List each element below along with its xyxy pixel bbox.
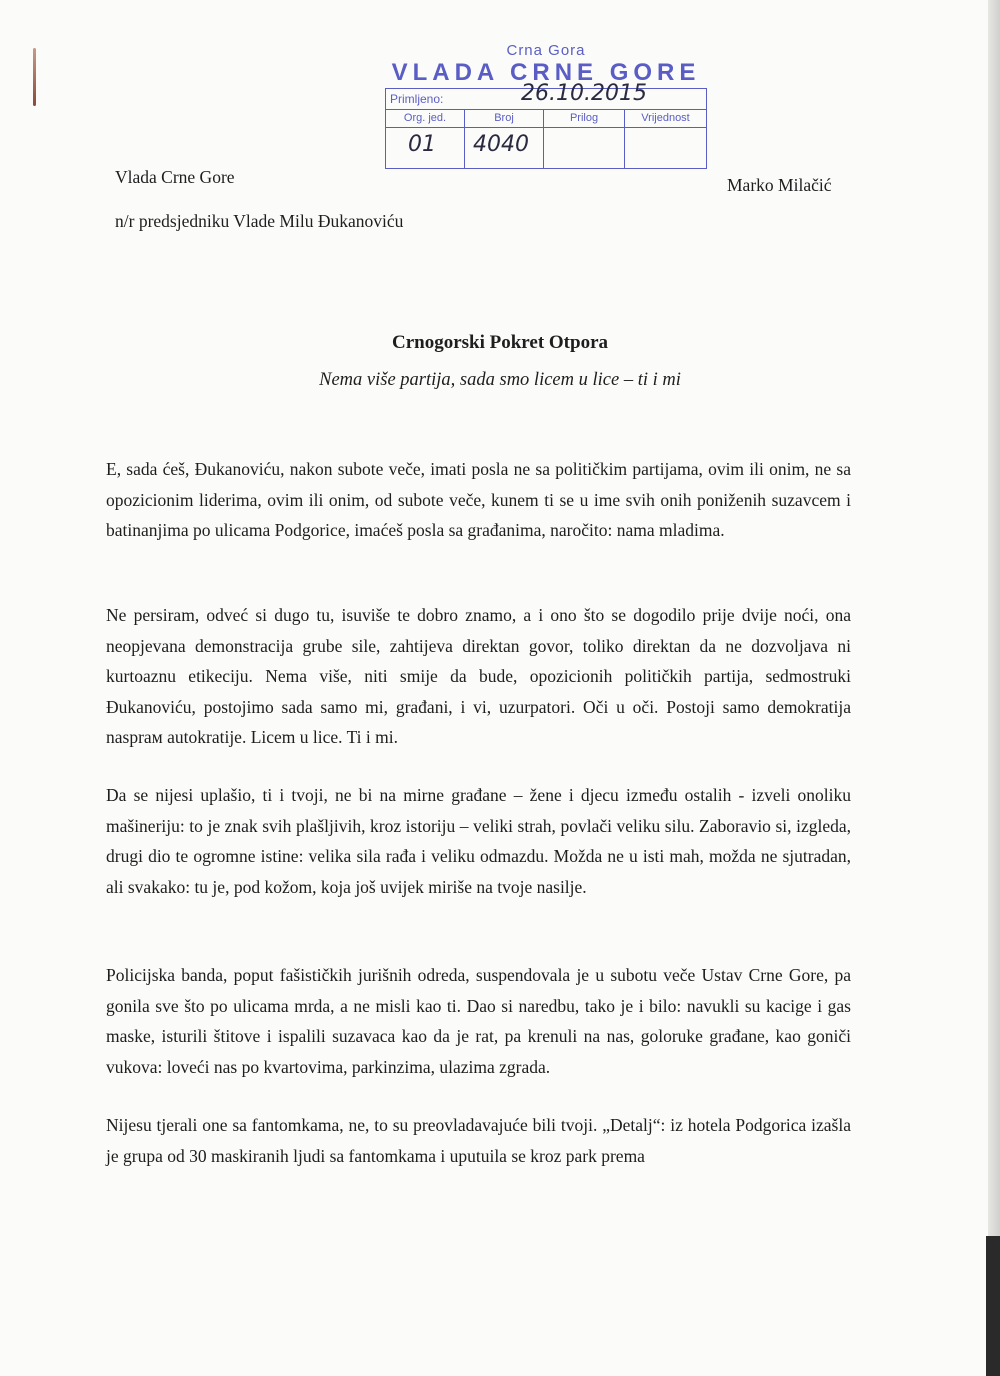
stamp-col-number: Broj [465,110,544,127]
paragraph-5: Nijesu tjerali one sa fantomkama, ne, to su preovladavajuće bili tvoji. „Detalj“: iz hotela Podgorica izašla je grupa od 30 maskiranih ljudi sa fantomkama i uputuila se kroz park prema [106,1115,851,1166]
stamp-org-cell [386,128,465,168]
stamp-col-attachment: Prilog [544,110,625,127]
stamp-col-org: Org. jed. [386,110,465,127]
registry-stamp [385,42,707,169]
stamp-received-label: Primljeno: [390,92,444,106]
stamp-value-cell [625,128,706,168]
staple-mark [33,48,36,106]
stamp-country: Crna Gora [506,42,586,59]
stamp-number-value: 4040 [473,132,529,157]
document-subtitle: Nema više partija, sada smo licem u lice – ti i mi [319,370,681,390]
recipient-attention: n/r predsjedniku Vlade Milu Đukanoviću [115,211,404,231]
sender-name: Marko Milačić [727,175,832,195]
stamp-grid [385,81,707,169]
scanner-shadow [986,1236,1000,1376]
stamp-number-cell [465,128,544,168]
stamp-col-value: Vrijednost [641,112,690,124]
page-edge [988,0,1000,1376]
stamp-value-row [386,128,706,168]
stamp-received-date: 26.10.2015 [521,81,647,106]
paragraph-1: E, sada ćeš, Đukanoviću, nakon subote veče, imati posla ne sa političkim partijama, ovim ili onim, ne sa opozicionim liderima, ovim ili onim, od subote veče, kunem ti se u ime svih onih poniženih suzavcem i batinanjima po ulicama Podgorice, imaćeš posla sa građanima, naročito: nama mladima. [106,459,851,540]
paragraph-3: Da se nijesi uplašio, ti i tvoji, ne bi na mirne građane – žene i djecu između ostalih - izveli onoliku mašineriju: to je znak svih plašljivih, kroz istoriju – veliki strah, povlači veliku silu. Zaboravio si, izgleda, drugi dio te ogromne istine: velika sila rađa i veliku odmazdu. Možda ne u isti mah, možda ne sjutradan, ali svakako: tu je, pod kožom, koja još uvijek miriše na tvoje nasilje. [106,785,851,897]
paragraph-2: Ne persiram, odveć si dugo tu, isuviše te dobro znamo, a i ono što se dogodilo prije dvije noći, ona neopjevana demonstracija grube sile, zahtijeva direktan govor, toliko direktan da ne dozvoljava ni kurtoaznu etikeciju. Nema više, niti smije da bude, opozicionih političkih partija, sedmostruki Đukanoviću, postojimo sada samo mi, građani, i vi, uzurpatori. Oči u oči. Postoji samo demokratija nasprам autokratije. Licem u lice. Ti i mi. [106,605,851,747]
stamp-attachment-cell [544,128,625,168]
stamp-institution: VLADA CRNE GORE [391,59,701,86]
paragraph-4: Policijska banda, poput fašističkih jurišnih odreda, suspendovala je u subotu veče Ustav Crne Gore, pa gonila sve što po ulicama mrda, a ne misli kao ti. Dao si naredbu, tako je i bilo: navukli su kacige i gas maske, isturili štitove i ispalili suzavaca kao da je rat, pa krenuli na nas, goloruke građane, kao goniči vukova: loveći nas po kvartovima, parkinzima, ulazima zgrada. [106,965,851,1077]
recipient: Vlada Crne Gore [115,167,235,187]
stamp-header-row [386,110,706,128]
stamp-received-row [386,81,706,110]
stamp-org-value: 01 [408,132,436,157]
document-title: Crnogorski Pokret Otpora [391,332,609,353]
